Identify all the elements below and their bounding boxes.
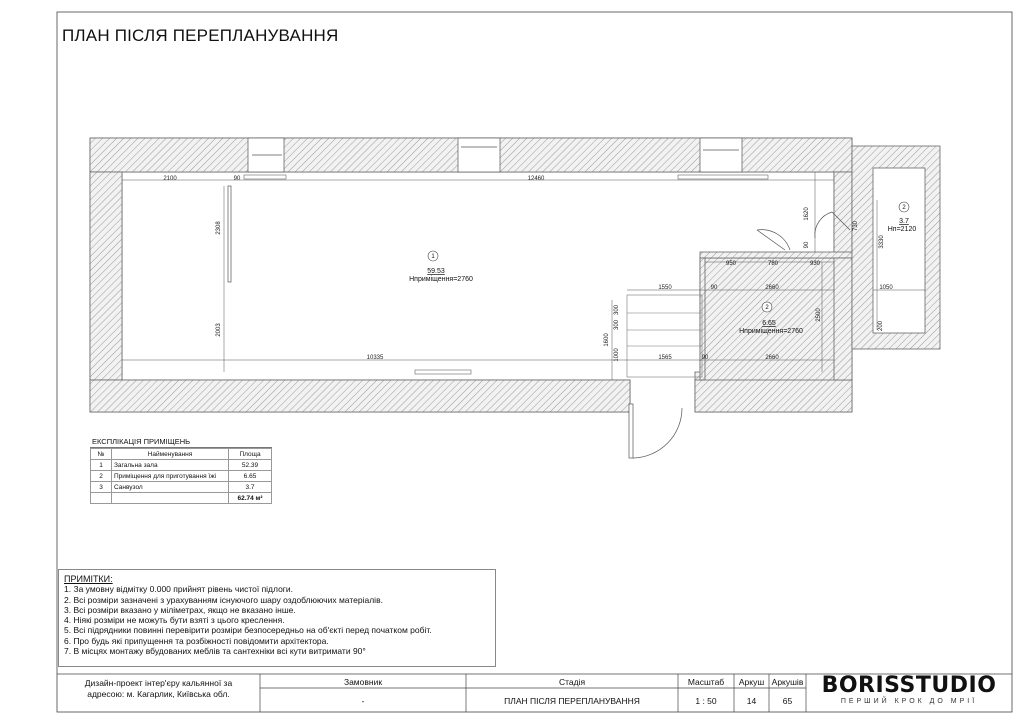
- dim-top-90: 90: [233, 176, 241, 182]
- dim-kitchen-780: 780: [767, 261, 779, 267]
- dim-v-1600: 1600: [604, 333, 610, 347]
- sheets-value: 65: [782, 696, 793, 706]
- table-header-row: [91, 449, 272, 460]
- explication-title: ЕКСПЛІКАЦІЯ ПРИМІЩЕНЬ: [90, 436, 272, 448]
- row-name: Санвузол: [112, 482, 229, 493]
- room-1-area: 59.53: [427, 268, 445, 275]
- explication-grid: [90, 448, 272, 504]
- logo-text: BORISSTUDIO: [821, 673, 997, 698]
- dim-v-1000: 1000: [614, 348, 620, 362]
- table-total-row: [91, 493, 272, 504]
- dim-left-upper: 2308: [216, 221, 222, 235]
- row-number: 3: [91, 482, 112, 493]
- dim-stair-300b: 300: [614, 319, 620, 331]
- wall-kitchen-left: [700, 258, 705, 380]
- note-item: 2. Всі розміри зазначені з урахуванням існуючого шару оздоблюючих матеріалів.: [64, 594, 383, 605]
- stairs: [627, 295, 702, 377]
- dim-v-3330: 3330: [879, 235, 885, 249]
- note-item: 4. Ніякі розміри не можуть бути взяті з цього креслення.: [64, 615, 285, 626]
- wall-kitchen-top: [700, 252, 852, 258]
- notes-box: [58, 569, 496, 667]
- wall-left: [90, 172, 122, 380]
- notes-title: ПРИМІТКИ:: [64, 574, 113, 584]
- row-number: 2: [91, 471, 112, 482]
- sheet-value: 14: [746, 696, 757, 706]
- dim-top-left: 2100: [163, 176, 177, 182]
- note-item: 7. В місцях монтажу вбудованих меблів та сантехніки всі кути витримати 90°: [64, 646, 366, 657]
- dim-mid-2660: 2660: [765, 285, 779, 291]
- dim-v-2500: 2500: [816, 308, 822, 322]
- walls: [90, 138, 940, 412]
- project-line-2: адресою: м. Кагарлик, Київська обл.: [87, 689, 230, 699]
- dim-v-1620: 1620: [804, 207, 810, 221]
- sheet-label: Аркуш: [738, 677, 765, 687]
- stage-value: ПЛАН ПІСЛЯ ПЕРЕПЛАНУВАННЯ: [504, 696, 640, 706]
- room-1-number: 1: [431, 254, 435, 260]
- room-3-number: 2: [902, 205, 906, 211]
- total-empty-cell: [91, 493, 112, 504]
- customer-label: Замовник: [343, 677, 383, 687]
- dim-kitchen-930: 930: [809, 261, 821, 267]
- table-row: [91, 482, 272, 493]
- sheets-label: Аркушів: [771, 677, 804, 687]
- dim-kitchen-950: 950: [725, 261, 737, 267]
- total-area: 62.74 м²: [229, 493, 272, 504]
- note-item: 1. За умовну відмітку 0.000 прийнят рівень чистої підлоги.: [64, 584, 294, 595]
- studio-logo: [806, 674, 1012, 705]
- row-name: Приміщення для приготування їжі: [112, 471, 229, 482]
- dim-v-90: 90: [804, 241, 810, 249]
- note-item: 3. Всі розміри вказано у міліметрах, якщо не вказано інше.: [64, 604, 296, 615]
- dim-top-main: 12460: [527, 176, 545, 182]
- room-3-height: Hп=2120: [887, 226, 917, 233]
- dim-stair-300a: 300: [614, 304, 620, 316]
- project-description: [57, 678, 260, 700]
- room-3-area: 3.7: [899, 218, 909, 225]
- table-row: [91, 460, 272, 471]
- dim-v-730: 730: [853, 220, 859, 232]
- dim-mid-90: 90: [710, 285, 718, 291]
- logo-slogan: ПЕРШИЙ КРОК ДО МРІЇ: [840, 698, 978, 705]
- sheet-title: ПЛАН ПІСЛЯ ПЕРЕПЛАНУВАННЯ: [62, 26, 339, 45]
- project-line-1: Дизайн-проект інтер'єру кальянної за: [84, 678, 233, 688]
- dim-wc-1050: 1050: [879, 285, 893, 291]
- row-name: Загальна зала: [112, 460, 229, 471]
- header-number: №: [91, 449, 112, 460]
- row-number: 1: [91, 460, 112, 471]
- wall-bottom-left: [90, 380, 630, 412]
- header-name: Найменування: [112, 449, 229, 460]
- row-area: 52.39: [229, 460, 272, 471]
- room-2-area: 6.65: [762, 320, 776, 327]
- dim-mid-1550: 1550: [658, 285, 672, 291]
- table-row: [91, 471, 272, 482]
- wall-bottom-right: [695, 380, 852, 412]
- dim-bottom-90: 90: [701, 355, 709, 361]
- dim-bottom-2660: 2660: [765, 355, 779, 361]
- row-area: 3.7: [229, 482, 272, 493]
- dim-left-lower: 2003: [216, 323, 222, 337]
- window-3: [700, 138, 742, 172]
- explication-table: [90, 436, 272, 504]
- room-1-label: [409, 251, 473, 283]
- scale-label: Масштаб: [687, 677, 725, 687]
- wall-right-main: [834, 172, 852, 258]
- room-1-height: Hприміщення=2760: [409, 276, 473, 283]
- total-empty-cell: [112, 493, 229, 504]
- stage-label: Стадія: [558, 677, 586, 687]
- dim-bottom-main: 10335: [366, 355, 384, 361]
- row-area: 6.65: [229, 471, 272, 482]
- room-2-number: 2: [765, 305, 769, 311]
- scale-value: 1 : 50: [695, 696, 717, 706]
- window-2: [458, 138, 500, 172]
- radiators: [244, 175, 768, 374]
- wall-kitchen-right: [834, 258, 852, 380]
- title-block: [57, 674, 1012, 712]
- note-item: 5. Всі підрядники повинні перевірити розміри безпосередньо на об'єкті перед початком робіт.: [64, 625, 432, 636]
- wall-wc-inner: [873, 168, 925, 333]
- dim-wc-200: 200: [878, 320, 884, 332]
- customer-value: -: [361, 696, 365, 706]
- header-area: Площа: [229, 449, 272, 460]
- room-2-height: Hприміщення=2760: [739, 328, 803, 335]
- dim-bottom-1565: 1565: [658, 355, 672, 361]
- note-item: 6. Про будь які припущення та розбіжності повідомити архітектора.: [64, 635, 329, 646]
